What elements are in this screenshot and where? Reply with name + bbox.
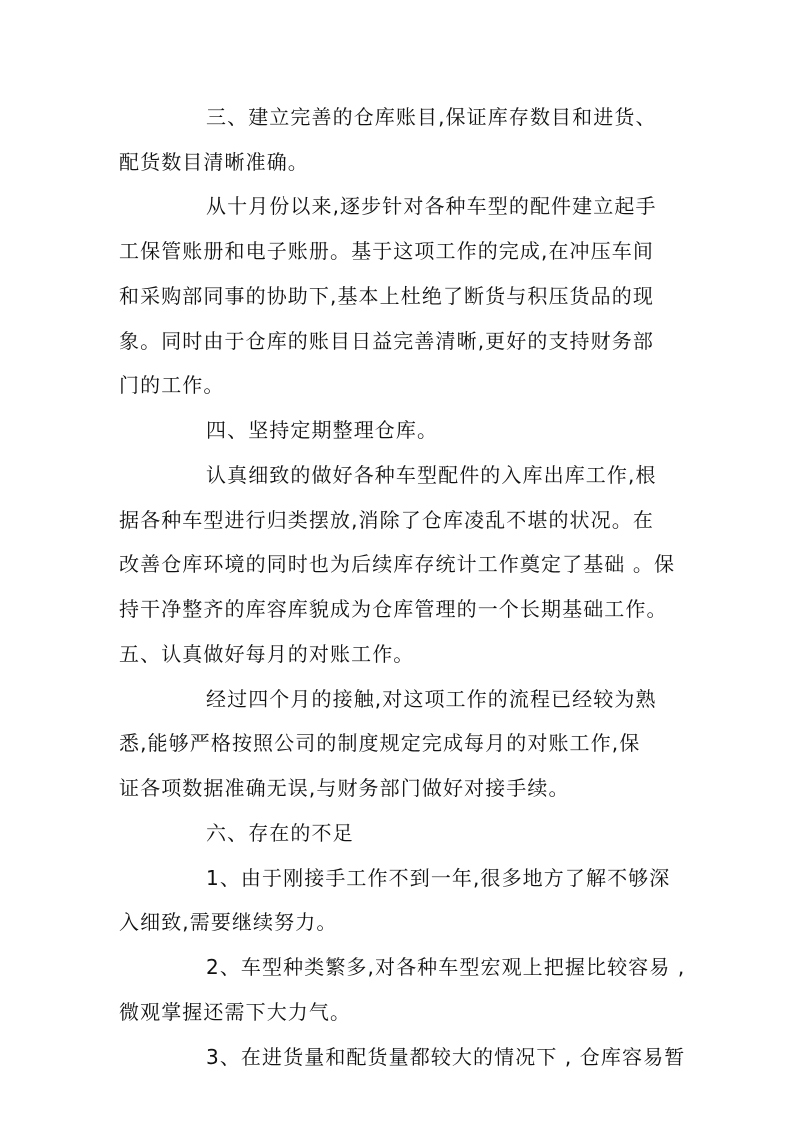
paragraph-line: 工保管账册和电子账册。基于这项工作的完成,在冲压车间 (119, 239, 654, 263)
paragraph-line: 从十月份以来,逐步针对各种车型的配件建立起手 (206, 194, 657, 218)
list-item: 1、由于刚接手工作不到一年,很多地方了解不够深 (206, 866, 671, 890)
list-item: 3、在进货量和配货量都较大的情况下 , 仓库容易暂 (206, 1045, 686, 1069)
paragraph-line: 和采购部同事的协助下,基本上杜绝了断货与积压货品的现 (119, 284, 654, 308)
paragraph-line: 证各项数据准确无误,与财务部门做好对接手续。 (119, 776, 570, 800)
paragraph-line: 改善仓库环境的同时也为后续库存统计工作奠定了基础 。保 (119, 552, 676, 576)
paragraph-line: 认真细致的做好各种车型配件的入库出库工作,根 (206, 463, 657, 487)
paragraph-line: 经过四个月的接触,对这项工作的流程已经较为熟 (206, 687, 657, 711)
paragraph-line: 持干净整齐的库容库貌成为仓库管理的一个长期基础工作。 (119, 597, 668, 621)
paragraph-line: 配货数目清晰准确。 (119, 150, 309, 174)
section-heading: 五、认真做好每月的对账工作。 (119, 642, 415, 666)
paragraph-line: 悉,能够严格按照公司的制度规定完成每月的对账工作,保 (119, 731, 641, 755)
section-heading: 四、坚持定期整理仓库。 (206, 418, 439, 442)
list-item-continuation: 微观掌握还需下大力气。 (119, 1000, 352, 1024)
list-item: 2、车型种类繁多,对各种车型宏观上把握比较容易 , (206, 955, 686, 979)
paragraph-line: 门的工作。 (119, 373, 225, 397)
paragraph-line: 三、建立完善的仓库账目,保证库存数目和进货、 (206, 105, 657, 129)
paragraph-line: 象。同时由于仓库的账目日益完善清晰,更好的支持财务部 (119, 329, 654, 353)
section-heading: 六、存在的不足 (206, 821, 354, 845)
list-item-continuation: 入细致,需要继续努力。 (119, 910, 338, 934)
paragraph-line: 据各种车型进行归类摆放,消除了仓库凌乱不堪的状况。在 (119, 508, 654, 532)
